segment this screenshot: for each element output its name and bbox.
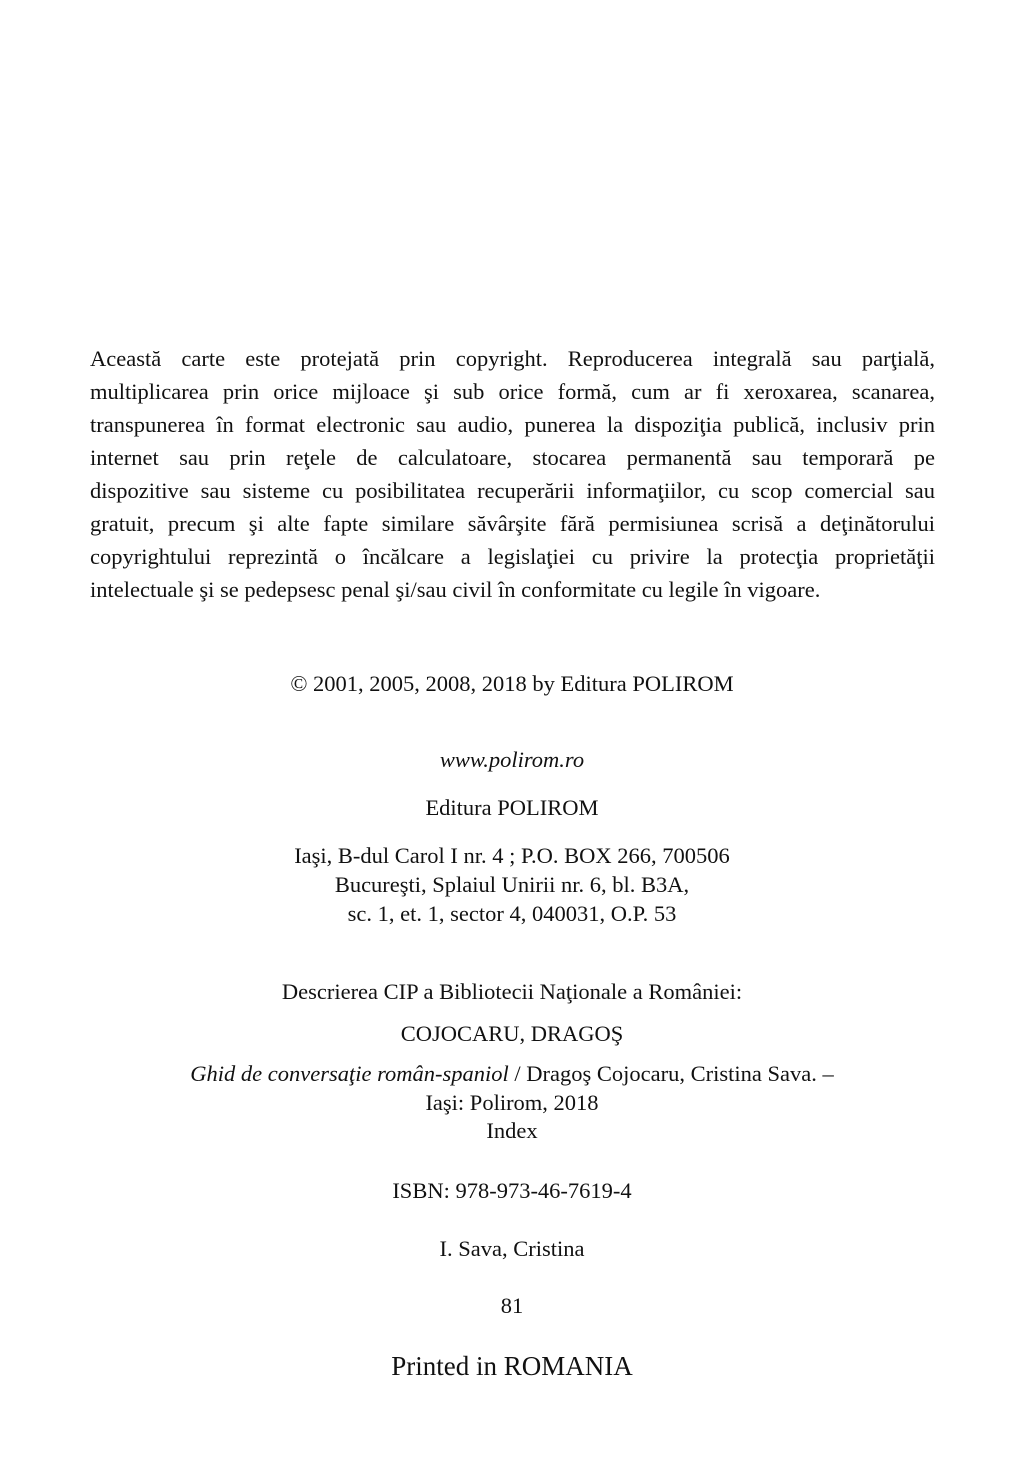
classification: 81 [500,1293,524,1318]
isbn: ISBN: 978-973-46-7619-4 [392,1178,632,1203]
coauthor: I. Sava, Cristina [439,1236,585,1261]
cip-index: Index [486,1118,538,1143]
notice-line: copyrightului reprezintă o încălcare a legislaţiei cu privire la protecţia proprietăţii [90,544,935,569]
cip-title-line [0,1059,1024,1089]
cip-heading: Descrierea CIP a Bibliotecii Naţionale a României: [281,979,743,1004]
notice-line: multiplicarea prin orice mijloace şi sub orice formă, cum ar fi xeroxarea, scanarea, [90,379,935,404]
address-line: Iaşi, B-dul Carol I nr. 4 ; P.O. BOX 266, 700506 [294,843,730,868]
notice-line: Această carte este protejată prin copyright. Reproducerea integrală sau parţială, [90,346,935,371]
cip-author: COJOCARU, DRAGOŞ [400,1021,624,1046]
notice-line: intelectuale şi se pedepsesc penal şi/sau civil în conformitate cu legile în vigoare. [90,577,821,602]
book-title: Ghid de conversaţie român-spaniol [190,1061,509,1086]
copyright-line: © 2001, 2005, 2008, 2018 by Editura POLIROM [290,671,734,696]
address-line: sc. 1, et. 1, sector 4, 040031, O.P. 53 [347,901,677,926]
printed-in: Printed in ROMANIA [391,1351,633,1381]
publisher-name: Editura POLIROM [425,795,599,820]
website-link[interactable]: www.polirom.ro [439,747,585,772]
cip-imprint: Iaşi: Polirom, 2018 [425,1090,599,1115]
notice-line: transpunerea în format electronic sau audio, punerea la dispoziţia publică, inclusiv prin [90,412,935,437]
address-line: Bucureşti, Splaiul Unirii nr. 6, bl. B3A, [334,872,690,897]
responsibility: / Dragoş Cojocaru, Cristina Sava. – [508,1061,834,1086]
notice-line: dispozitive sau sisteme cu posibilitatea recuperării informaţiilor, cu scop comercial sau [90,478,935,503]
notice-line: internet sau prin reţele de calculatoare, stocarea permanentă sau temporară pe [90,445,935,470]
notice-line: gratuit, precum şi alte fapte similare săvârşite fără permisiunea scrisă a deţinătorului [90,511,935,536]
